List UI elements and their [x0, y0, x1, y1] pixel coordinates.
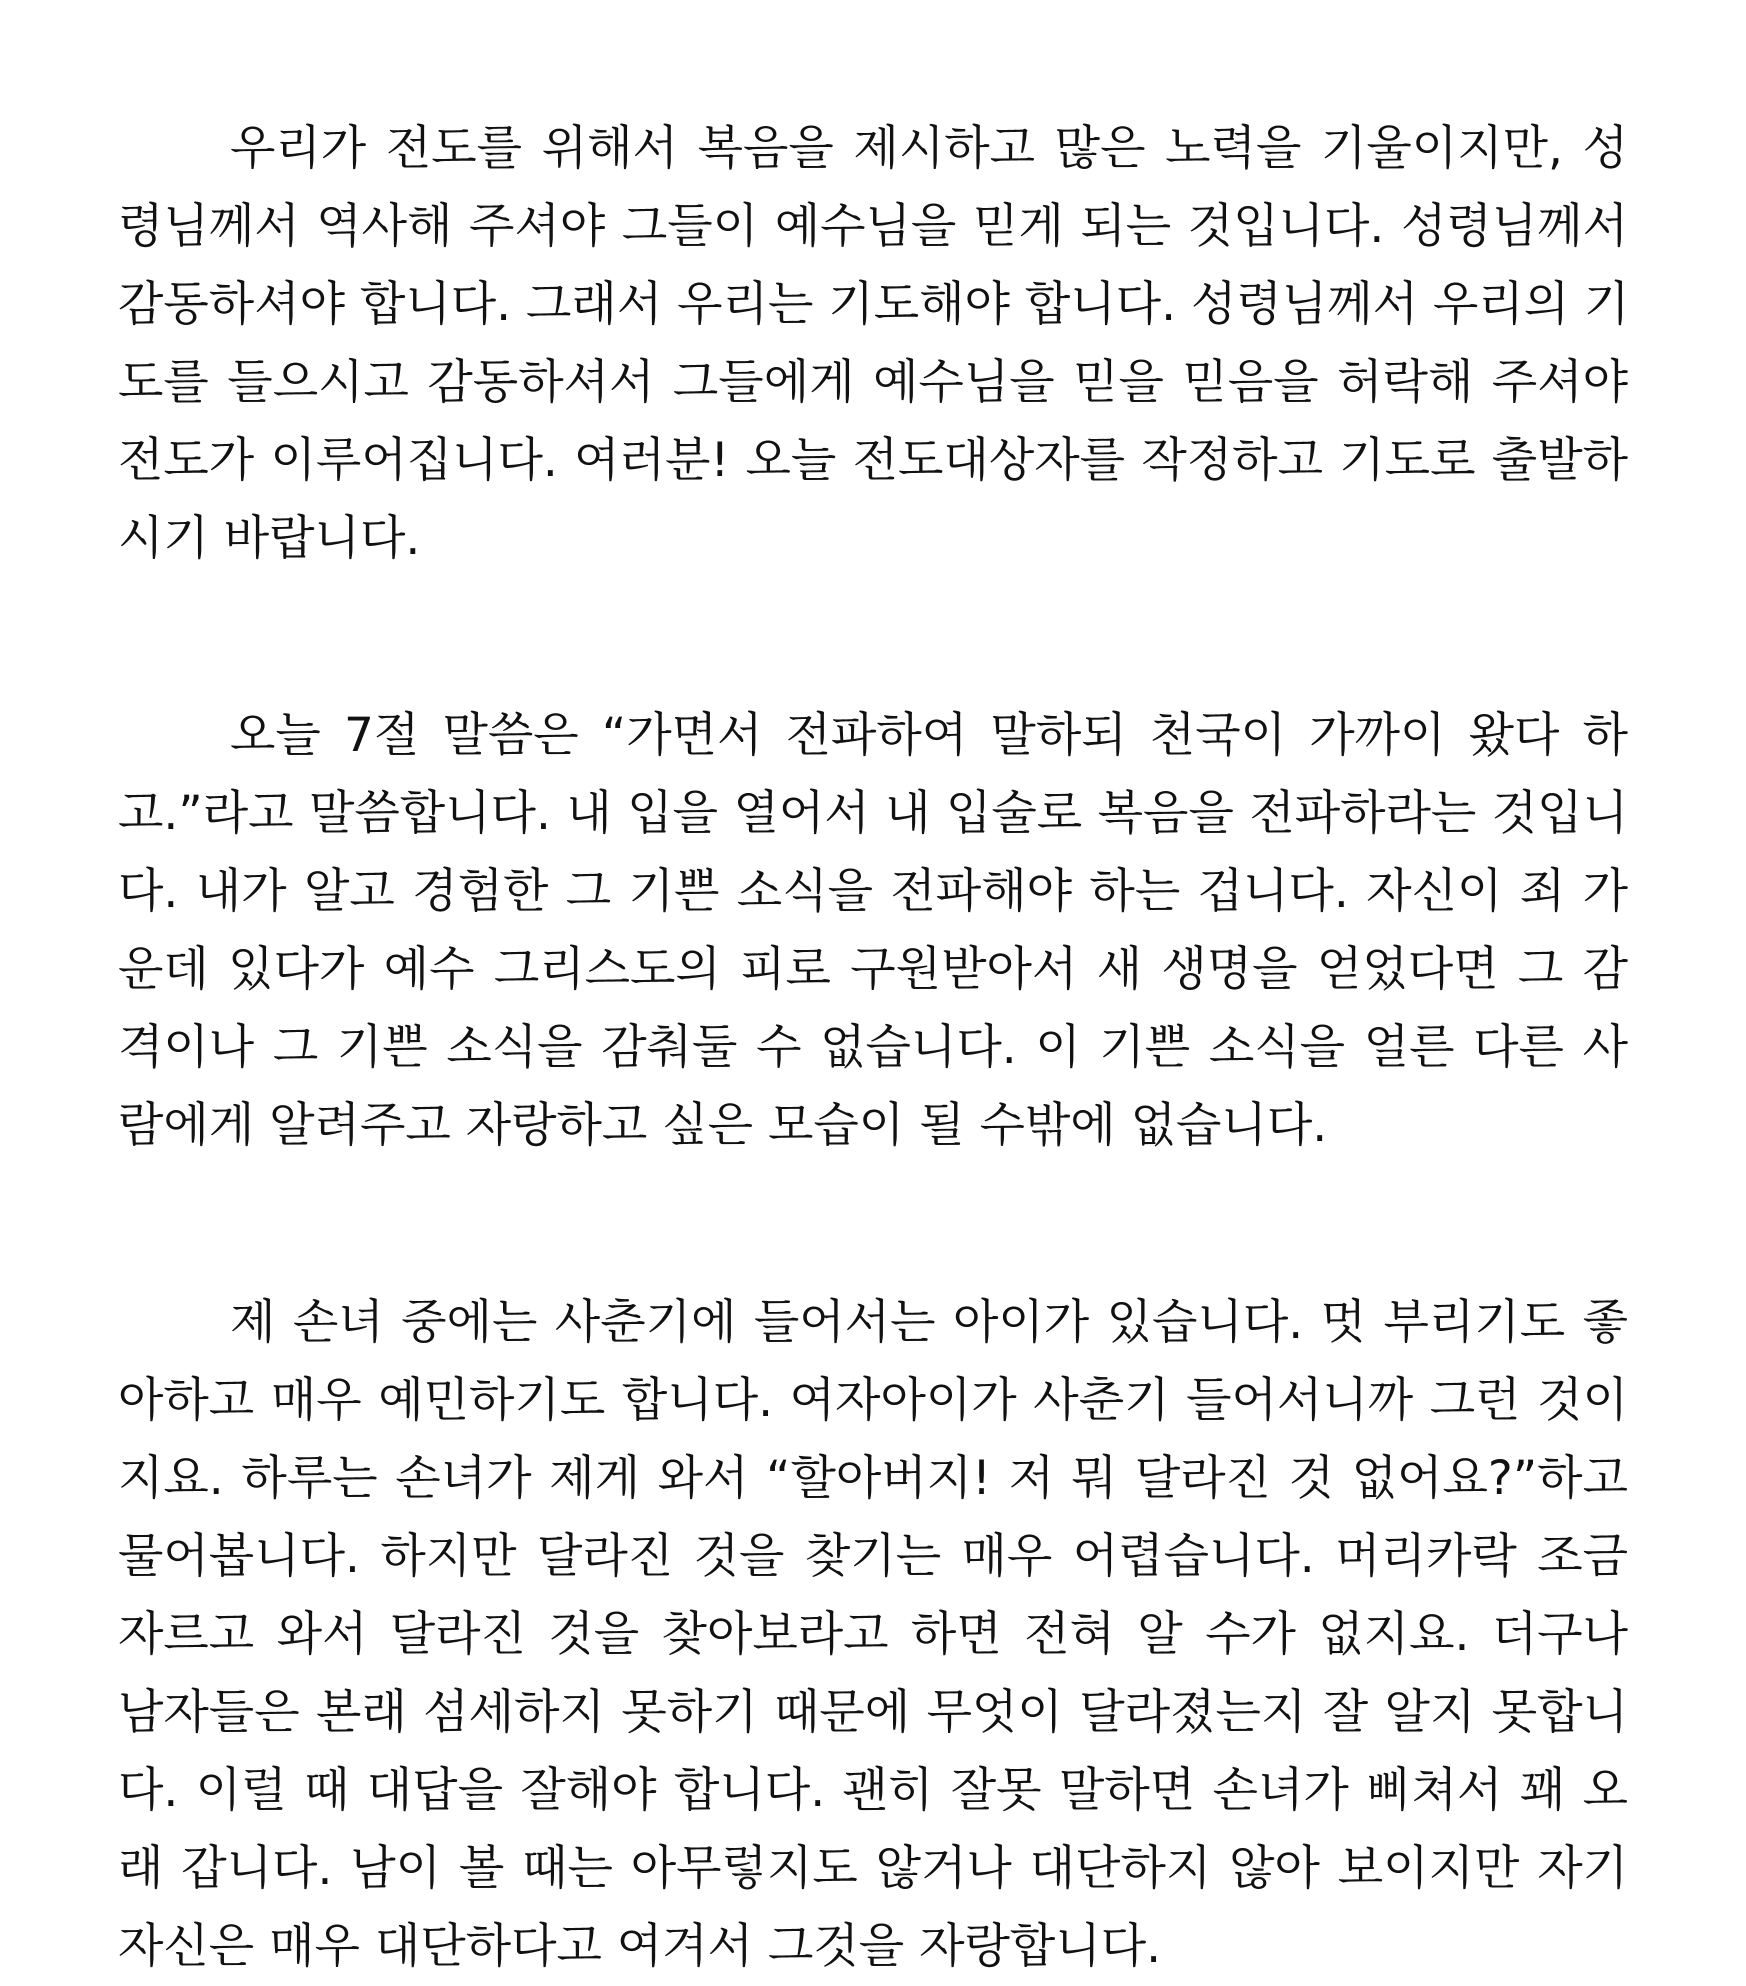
paragraph-2-line-4: 운데 있다가 예수 그리스도의 피로 구원받아서 새 생명을 얻었다면 그 감: [118, 942, 1628, 997]
paragraph-1: [118, 110, 1628, 578]
paragraph-3-line-3: 지요. 하루는 손녀가 제게 와서 “할아버지! 저 뭐 달라진 것 없어요?”하고: [118, 1451, 1628, 1506]
paragraph-2: [118, 697, 1628, 1165]
paragraph-1-line-3: 감동하셔야 합니다. 그래서 우리는 기도해야 합니다. 성령님께서 우리의 기: [118, 277, 1630, 332]
paragraph-3-line-9: 자신은 매우 대단하다고 여겨서 그것을 자랑합니다.: [118, 1919, 1162, 1974]
paragraph-2-line-1: 오늘 7절 말씀은 “가면서 전파하여 말하되 천국이 가까이 왔다 하: [230, 708, 1628, 763]
paragraph-3-line-7: 다. 이럴 때 대답을 잘해야 합니다. 괜히 잘못 말하면 손녀가 삐쳐서 꽤 오: [118, 1763, 1628, 1818]
paragraph-gap: [118, 578, 1628, 697]
paragraph-2-line-2: 고.”라고 말씀합니다. 내 입을 열어서 내 입술로 복음을 전파하라는 것입니: [118, 786, 1628, 841]
paragraph-3-line-2: 아하고 매우 예민하기도 합니다. 여자아이가 사춘기 들어서니까 그런 것이: [118, 1373, 1628, 1428]
paragraph-3-line-4: 물어봅니다. 하지만 달라진 것을 찾기는 매우 어렵습니다. 머리카락 조금: [118, 1529, 1628, 1584]
paragraph-3-line-6: 남자들은 본래 섬세하지 못하기 때문에 무엇이 달라졌는지 잘 알지 못합니: [118, 1685, 1628, 1740]
paragraph-3: [118, 1284, 1628, 1986]
paragraph-2-line-6: 람에게 알려주고 자랑하고 싶은 모습이 될 수밖에 없습니다.: [118, 1098, 1328, 1153]
paragraph-1-line-2: 령님께서 역사해 주셔야 그들이 예수님을 믿게 되는 것입니다. 성령님께서: [118, 199, 1628, 254]
paragraph-3-line-8: 래 갑니다. 남이 볼 때는 아무렇지도 않거나 대단하지 않아 보이지만 자기: [118, 1841, 1628, 1896]
paragraph-gap: [118, 1165, 1628, 1284]
document-page: [118, 110, 1628, 1986]
paragraph-1-line-6: 시기 바랍니다.: [118, 511, 421, 566]
paragraph-2-line-3: 다. 내가 알고 경험한 그 기쁜 소식을 전파해야 하는 겁니다. 자신이 죄 가: [118, 864, 1628, 919]
paragraph-2-line-5: 격이나 그 기쁜 소식을 감춰둘 수 없습니다. 이 기쁜 소식을 얼른 다른 사: [118, 1020, 1628, 1075]
paragraph-1-line-4: 도를 들으시고 감동하셔서 그들에게 예수님을 믿을 믿음을 허락해 주셔야: [118, 355, 1628, 410]
paragraph-1-line-5: 전도가 이루어집니다. 여러분! 오늘 전도대상자를 작정하고 기도로 출발하: [118, 433, 1628, 488]
paragraph-1-line-1: 우리가 전도를 위해서 복음을 제시하고 많은 노력을 기울이지만, 성: [230, 121, 1628, 176]
paragraph-3-line-1: 제 손녀 중에는 사춘기에 들어서는 아이가 있습니다. 멋 부리기도 좋: [230, 1295, 1628, 1350]
paragraph-3-line-5: 자르고 와서 달라진 것을 찾아보라고 하면 전혀 알 수가 없지요. 더구나: [118, 1607, 1628, 1662]
